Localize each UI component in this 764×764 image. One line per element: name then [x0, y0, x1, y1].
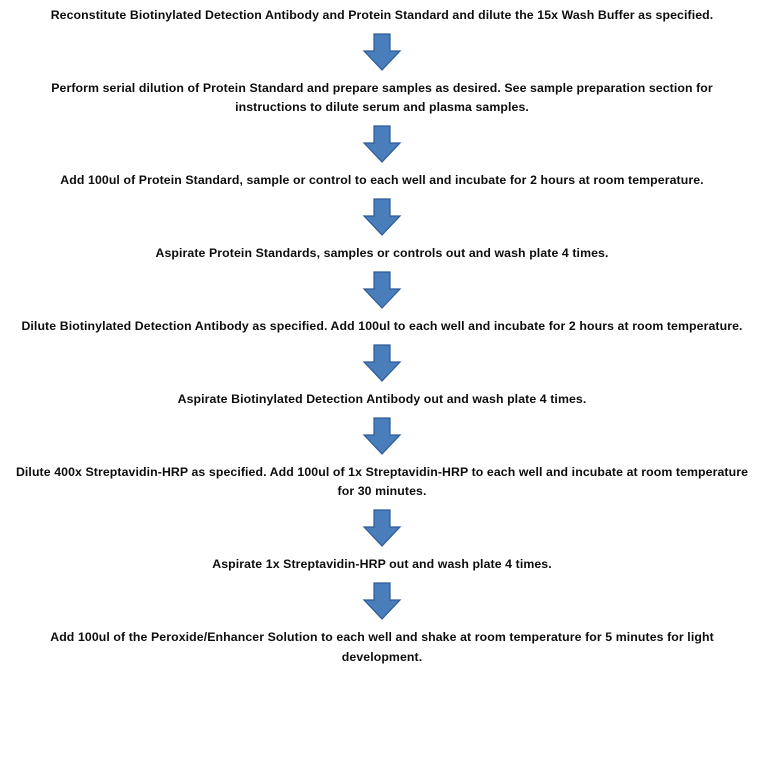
down-arrow-icon — [361, 508, 403, 548]
flow-step: Dilute Biotinylated Detection Antibody as specified. Add 100ul to each well and incubate for 2 hours at room temperature. — [21, 319, 743, 334]
flow-step: Reconstitute Biotinylated Detection Antibody and Protein Standard and dilute the 15x Wash Buffer as specified. — [50, 8, 714, 22]
down-arrow-icon — [361, 343, 403, 383]
down-arrow-icon — [361, 270, 403, 310]
flow-step: Perform serial dilution of Protein Standard and prepare samples as desired. See sample preparation section for instructions to dilute serum and plasma samples. — [51, 81, 713, 115]
flow-connector — [361, 343, 403, 383]
flow-step: Aspirate Protein Standards, samples or controls out and wash plate 4 times. — [155, 246, 609, 261]
flow-connector — [361, 32, 403, 72]
flow-connector — [361, 270, 403, 310]
down-arrow-icon — [361, 581, 403, 621]
flow-connector — [361, 416, 403, 456]
flow-step: Aspirate 1x Streptavidin-HRP out and wash plate 4 times. — [212, 557, 552, 572]
down-arrow-icon — [361, 124, 403, 164]
down-arrow-icon — [361, 416, 403, 456]
flow-connector — [361, 508, 403, 548]
flow-step: Aspirate Biotinylated Detection Antibody out and wash plate 4 times. — [177, 392, 587, 407]
flow-connector — [361, 197, 403, 237]
down-arrow-icon — [361, 32, 403, 72]
flow-step: Add 100ul of the Peroxide/Enhancer Solution to each well and shake at room temperature for 5 minutes for light development. — [50, 630, 714, 664]
down-arrow-icon — [361, 197, 403, 237]
flow-step: Add 100ul of Protein Standard, sample or control to each well and incubate for 2 hours at room temperature. — [60, 173, 704, 188]
flow-step: Dilute 400x Streptavidin-HRP as specified. Add 100ul of 1x Streptavidin-HRP to each well and incubate at room temperature for 30 minutes. — [15, 465, 749, 499]
flow-connector — [361, 124, 403, 164]
flow-connector — [361, 581, 403, 621]
